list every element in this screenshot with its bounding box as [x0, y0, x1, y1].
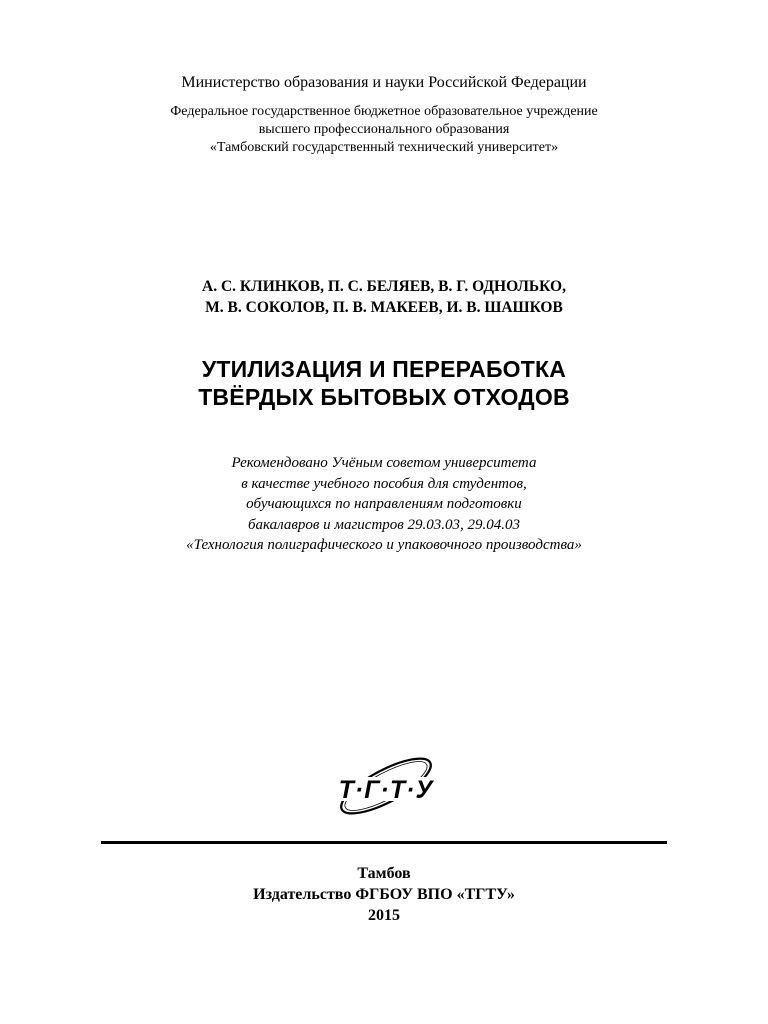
title-line: УТИЛИЗАЦИЯ И ПЕРЕРАБОТКА — [201, 356, 567, 382]
institution-line: «Тамбовский государственный технический университет» — [209, 140, 559, 155]
imprint-city: Тамбов — [357, 865, 411, 882]
authors — [0, 276, 768, 318]
recommendation-line: Рекомендовано Учёным советом университета — [231, 455, 537, 471]
authors-line: М. В. СОКОЛОВ, П. В. МАКЕЕВ, И. В. ШАШКОВ — [205, 299, 563, 316]
imprint — [0, 863, 768, 926]
recommendation-line: обучающихся по направлениям подготовки — [246, 496, 522, 512]
imprint-publisher: Издательство ФГБОУ ВПО «ТГТУ» — [253, 886, 515, 903]
recommendation-line: бакалавров и магистров 29.03.03, 29.04.03 — [247, 516, 521, 533]
recommendation-line: «Технология полиграфического и упаковочного производства» — [186, 537, 582, 553]
institution-line: высшего профессионального образования — [258, 122, 510, 137]
ministry-name: Министерство образования и науки Российской Федерации — [181, 74, 587, 91]
title-line: ТВЁРДЫХ БЫТОВЫХ ОТХОДОВ — [198, 384, 570, 410]
tgtu-logo-icon — [324, 746, 448, 820]
recommendation-note — [0, 453, 768, 556]
imprint-year: 2015 — [368, 907, 400, 924]
institution-line: Федеральное государственное бюджетное образовательное учреждение — [170, 104, 598, 119]
institution-name — [0, 103, 768, 157]
recommendation-line: в качестве учебного пособия для студентов, — [241, 475, 527, 492]
book-title — [0, 355, 768, 411]
authors-line: А. С. КЛИНКОВ, П. С. БЕЛЯЕВ, В. Г. ОДНОЛЬКО, — [202, 278, 566, 295]
logo-text: Т·Г·Т·У — [338, 776, 434, 804]
divider-rule — [101, 841, 667, 844]
